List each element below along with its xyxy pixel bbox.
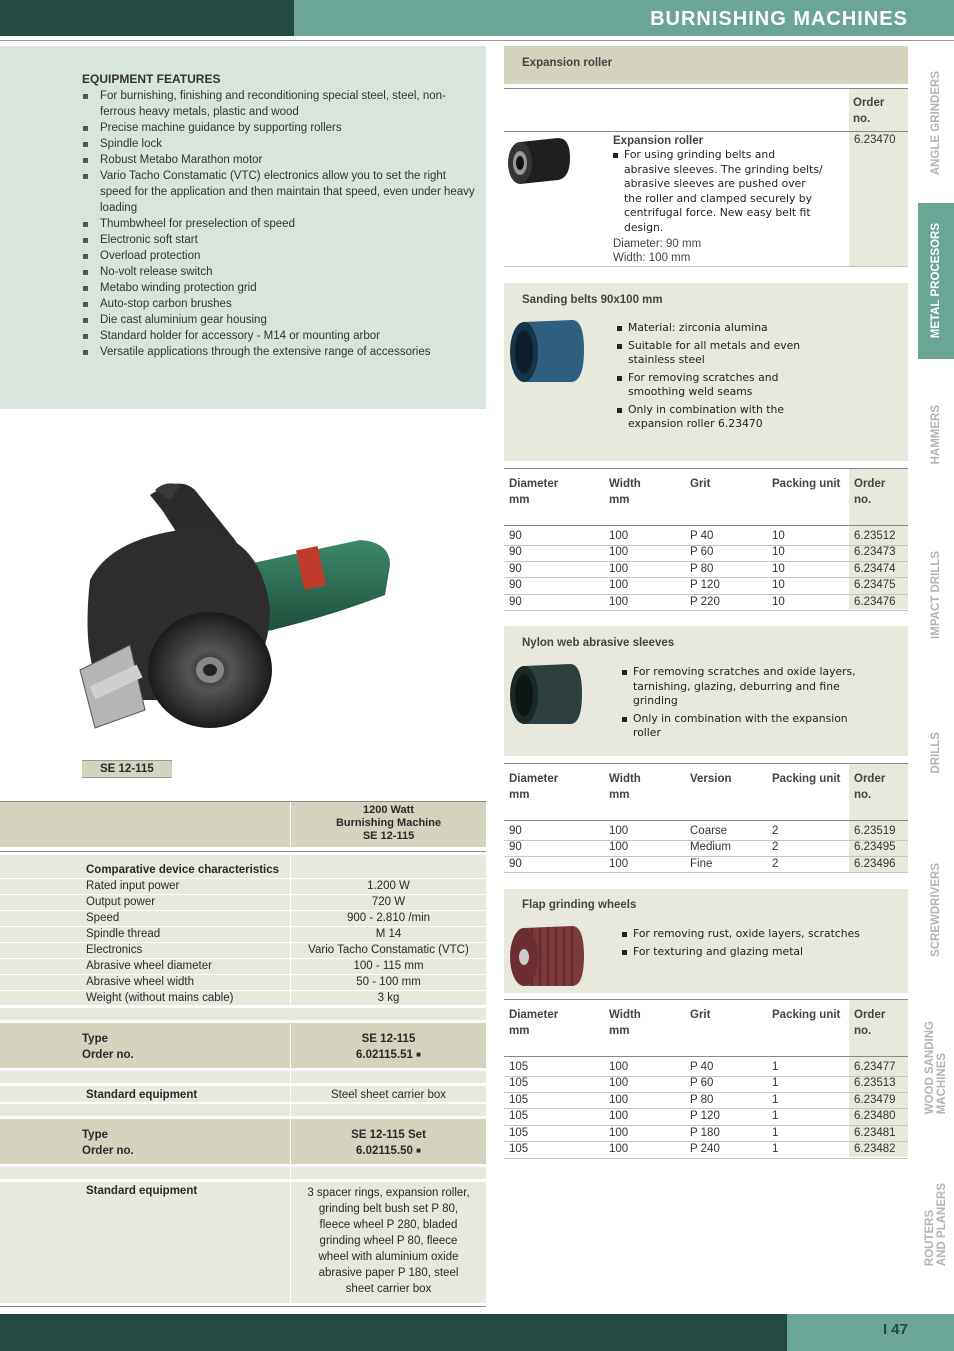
variant2-type: SE 12-115 Set	[351, 1129, 426, 1141]
list-item: For burnishing, finishing and reconditioning special steel, steel, non-ferrous heavy metals, plastic and wood	[82, 88, 477, 120]
column-header	[690, 771, 732, 787]
column-header-line: Order	[854, 478, 886, 490]
spec-rule	[0, 801, 486, 802]
table-cell: 2	[772, 825, 779, 837]
list-item: For removing scratches and smoothing weld seams	[617, 371, 817, 400]
table-cell: 6.23512	[854, 530, 896, 542]
spec-machine-name: Burnishing Machine	[335, 817, 442, 829]
list-item: For removing scratches and oxide layers, tarnishing, glazing, deburring and fine grinding	[622, 665, 862, 709]
table-cell: 10	[772, 562, 785, 575]
table-row	[504, 856, 908, 857]
table-cell: 100	[609, 857, 629, 870]
table-cell: 90	[509, 595, 522, 608]
table-row	[504, 1108, 908, 1109]
column-header	[609, 476, 641, 508]
table-cell: Coarse	[690, 825, 728, 837]
table-cell: 105	[509, 1077, 529, 1090]
column-header	[854, 1007, 885, 1039]
spec-spacer	[0, 1167, 486, 1179]
table-cell: 100	[609, 562, 629, 575]
table-cell: 6.23496	[854, 857, 896, 870]
expansion-bullets	[613, 148, 823, 235]
equipment-features-panel	[0, 46, 486, 409]
column-header-line: Packing unit	[772, 773, 841, 785]
table-cell: P 180	[690, 1126, 720, 1139]
variant2-values	[291, 1127, 486, 1159]
spec-row-line	[0, 878, 486, 879]
table-cell: 100	[609, 841, 629, 854]
table-cell: Fine	[690, 857, 713, 870]
column-header-line: Packing unit	[772, 478, 841, 490]
spec-value-wheel-diameter: 100 - 115 mm	[353, 960, 424, 972]
list-item: Robust Metabo Marathon motor	[82, 152, 477, 168]
column-header	[772, 771, 840, 787]
column-header-line: Diameter	[509, 478, 559, 490]
spec-machine-watt: 1200 Watt	[363, 804, 414, 816]
equipment-line: grinding belt bush set P 80,	[318, 1203, 459, 1215]
column-header-line: no.	[854, 494, 872, 506]
list-item: Electronic soft start	[82, 232, 477, 248]
sanding-belt-image	[508, 318, 586, 384]
column-header-line: mm	[509, 494, 530, 506]
spec-spacer	[0, 1008, 486, 1020]
column-header-line: mm	[609, 789, 630, 801]
th-order: Order	[853, 97, 885, 109]
spec-row-line	[0, 894, 486, 895]
header-divider	[0, 40, 954, 41]
side-tab-angle-grinders[interactable]: ANGLE GRINDERS	[930, 70, 942, 176]
nylon-sleeve-image	[508, 662, 584, 726]
spec-rule	[0, 1306, 486, 1307]
table-row	[504, 561, 908, 562]
features-heading: EQUIPMENT FEATURES	[82, 72, 221, 86]
equipment-line: sheet carrier box	[345, 1283, 432, 1295]
table-cell: 6.23519	[854, 825, 896, 837]
table-rule	[504, 1056, 908, 1057]
spec-row-line	[0, 990, 486, 991]
table-cell: 10	[772, 579, 785, 592]
table-cell: 105	[509, 1126, 529, 1139]
list-item: Material: zirconia alumina	[617, 321, 817, 336]
spec-spacer	[0, 1071, 486, 1083]
spec-value-output-power: 720 W	[371, 896, 406, 908]
table-row	[504, 872, 908, 873]
order-label: Order no.	[82, 1049, 134, 1061]
expansion-diameter: Diameter: 90 mm	[613, 238, 702, 250]
table-row	[504, 594, 908, 595]
column-header	[509, 1007, 558, 1039]
table-row	[504, 1141, 908, 1142]
side-tab-drills[interactable]: DRILLS	[930, 731, 942, 774]
table-cell: 100	[609, 1110, 629, 1123]
side-tab-routers[interactable]: ROUTERS AND PLANERS	[924, 1183, 948, 1267]
table-cell: 6.23495	[854, 841, 896, 854]
variant1-type: SE 12-115	[361, 1033, 416, 1045]
column-header	[609, 1007, 641, 1039]
variant1-equipment: Steel sheet carrier box	[330, 1089, 447, 1101]
list-item: Metabo winding protection grid	[82, 280, 477, 296]
table-row	[504, 610, 908, 611]
table-cell: 100	[609, 1093, 629, 1106]
spec-machine-model: SE 12-115	[362, 830, 415, 842]
table-cell: 6.23480	[854, 1110, 896, 1123]
column-header	[772, 1007, 840, 1023]
table-cell: 90	[509, 530, 522, 542]
column-header-line: Version	[690, 773, 732, 785]
table-cell: 10	[772, 546, 785, 559]
table-cell: 2	[772, 857, 779, 870]
flap-wheels-title: Flap grinding wheels	[522, 899, 637, 911]
spec-label-rated-input: Rated input power	[86, 880, 180, 892]
section-rule	[504, 999, 908, 1000]
nylon-sleeves-bullets	[622, 665, 862, 741]
footer-bar-teal	[787, 1314, 954, 1351]
side-tab-hammers[interactable]: HAMMERS	[930, 405, 942, 465]
table-cell: 90	[509, 546, 522, 559]
side-tab-wood-sanding[interactable]: WOOD SANDING MACHINES	[924, 1020, 948, 1115]
table-rule	[504, 525, 908, 526]
expansion-roller-title: Expansion roller	[522, 57, 613, 69]
table-rule	[504, 131, 908, 132]
spec-label-wheel-width: Abrasive wheel width	[86, 976, 195, 988]
column-header-line: mm	[509, 1025, 530, 1037]
spec-label-spindle: Spindle thread	[86, 928, 161, 940]
table-cell: 6.23475	[854, 579, 896, 592]
table-row	[504, 1092, 908, 1093]
side-tab-impact-drills[interactable]: IMPACT DRILLS	[930, 551, 942, 639]
equipment-line: wheel with aluminium oxide	[318, 1251, 459, 1263]
table-cell: P 80	[690, 562, 714, 575]
spec-value-rated-input: 1.200 W	[367, 880, 410, 892]
list-item: Precise machine guidance by supporting rollers	[82, 120, 477, 136]
spec-value-wheel-width: 50 - 100 mm	[356, 976, 421, 988]
table-cell: 1	[772, 1110, 779, 1123]
list-item: Auto-stop carbon brushes	[82, 296, 477, 312]
model-label: SE 12-115	[82, 760, 172, 778]
table-cell: 1	[772, 1061, 779, 1073]
table-cell: P 240	[690, 1143, 720, 1155]
list-item: No-volt release switch	[82, 264, 477, 280]
variant1-values	[291, 1031, 486, 1063]
column-header	[854, 771, 885, 803]
list-item: Versatile applications through the extensive range of accessories	[82, 344, 477, 360]
table-cell: 1	[772, 1126, 779, 1139]
nylon-sleeves-title: Nylon web abrasive sleeves	[522, 637, 675, 649]
features-list	[82, 88, 477, 360]
spec-row-line	[0, 974, 486, 975]
table-cell: 6.23477	[854, 1061, 896, 1073]
column-header-line: mm	[509, 789, 530, 801]
table-cell: 6.23473	[854, 546, 896, 559]
table-cell: 105	[509, 1093, 529, 1106]
table-cell: 2	[772, 841, 779, 854]
list-item: Overload protection	[82, 248, 477, 264]
table-cell: 100	[609, 1061, 629, 1073]
table-cell: 100	[609, 546, 629, 559]
column-header-line: Order	[854, 1009, 886, 1021]
table-row	[504, 840, 908, 841]
spec-row-line	[0, 926, 486, 927]
table-row	[504, 1125, 908, 1126]
th-no: no.	[853, 113, 871, 125]
table-cell: 6.23482	[854, 1143, 896, 1155]
spec-rule	[0, 851, 486, 852]
column-header-line: Packing unit	[772, 1009, 841, 1021]
flap-wheel-image	[508, 924, 586, 988]
table-cell: 10	[772, 595, 785, 608]
table-cell: 6.23476	[854, 595, 896, 608]
variant2-equipment	[291, 1185, 486, 1297]
table-cell: 90	[509, 562, 522, 575]
table-row	[504, 545, 908, 546]
table-row	[504, 1076, 908, 1077]
spec-section-title: Comparative device characteristics	[86, 864, 280, 876]
table-row	[504, 577, 908, 578]
column-header-line: mm	[609, 1025, 630, 1037]
list-item: For using grinding belts and abrasive sleeves. The grinding belts/ abrasive sleeves are pushed over the roller and clamped securely by centrifugal force. New easy belt fit design.	[613, 148, 823, 235]
sanding-belts-title: Sanding belts 90x100 mm	[522, 294, 663, 306]
spec-value-spindle: M 14	[375, 928, 402, 940]
table-cell: 100	[609, 1143, 629, 1155]
table-cell: P 40	[690, 530, 714, 542]
spec-row-line	[0, 910, 486, 911]
column-header-line: Order	[854, 773, 886, 785]
column-header-line: mm	[609, 494, 630, 506]
list-item: Spindle lock	[82, 136, 477, 152]
table-cell: P 60	[690, 546, 714, 559]
list-item: Vario Tacho Constamatic (VTC) electronics allow you to set the right speed for the application and then maintain that speed, even under heavy loading	[82, 168, 477, 216]
table-cell: 105	[509, 1061, 529, 1073]
burnishing-machine-image	[70, 470, 410, 730]
list-item: For removing rust, oxide layers, scratches	[622, 927, 882, 942]
column-header	[690, 1007, 710, 1023]
list-item: Only in combination with the expansion roller 6.23470	[617, 403, 817, 432]
table-cell: P 40	[690, 1061, 714, 1073]
column-header-line: Diameter	[509, 1009, 559, 1021]
table-cell: 100	[609, 530, 629, 542]
table-cell: P 60	[690, 1077, 714, 1090]
flap-wheels-bullets	[622, 927, 882, 959]
spec-label-speed: Speed	[86, 912, 120, 924]
table-cell: P 120	[690, 1110, 720, 1123]
equipment-line: grinding wheel P 80, fleece	[319, 1235, 458, 1247]
column-header	[690, 476, 710, 492]
column-header-line: Grit	[690, 478, 711, 490]
spec-label-output-power: Output power	[86, 896, 156, 908]
square-icon: ■	[416, 1146, 421, 1155]
table-cell: P 220	[690, 595, 720, 608]
equipment-line: fleece wheel P 280, bladed	[319, 1219, 458, 1231]
column-header	[854, 476, 885, 508]
list-item: Thumbwheel for preselection of speed	[82, 216, 477, 232]
spec-label-wheel-diameter: Abrasive wheel diameter	[86, 960, 212, 972]
table-cell: 100	[609, 825, 629, 837]
list-item: For texturing and glazing metal	[622, 945, 882, 960]
spec-label-weight: Weight (without mains cable)	[86, 992, 234, 1004]
column-header-line: no.	[854, 789, 872, 801]
spec-value-weight: 3 kg	[377, 992, 400, 1004]
table-cell: 100	[609, 1077, 629, 1090]
table-cell: 6.23481	[854, 1126, 896, 1139]
table-cell: 90	[509, 857, 522, 870]
list-item: Die cast aluminium gear housing	[82, 312, 477, 328]
side-tab-metal-processors[interactable]: METAL PROCESORS	[918, 203, 954, 359]
variant1-labels	[82, 1031, 134, 1063]
type-label: Type	[82, 1129, 108, 1141]
column-header	[509, 771, 558, 803]
column-header-line: Width	[609, 773, 641, 785]
list-item: Standard holder for accessory - M14 or mounting arbor	[82, 328, 477, 344]
table-cell: P 80	[690, 1093, 714, 1106]
list-item: Only in combination with the expansion roller	[622, 712, 862, 741]
table-cell: 6.23513	[854, 1077, 896, 1090]
table-cell: 100	[609, 1126, 629, 1139]
spec-label-electronics: Electronics	[86, 944, 143, 956]
expansion-roller-image	[506, 136, 572, 188]
spec-value-speed: 900 - 2.810 /min	[346, 912, 431, 924]
equipment-line: 3 spacer rings, expansion roller,	[307, 1187, 470, 1199]
table-cell: 100	[609, 595, 629, 608]
type-label: Type	[82, 1033, 108, 1045]
variant1-std-label: Standard equipment	[86, 1089, 198, 1101]
table-row	[504, 1158, 908, 1159]
page-number: I 47	[882, 1321, 908, 1338]
table-cell: 100	[609, 579, 629, 592]
section-rule	[504, 88, 908, 89]
spec-value-electronics: Vario Tacho Constamatic (VTC)	[308, 944, 469, 956]
spec-row-line	[0, 942, 486, 943]
table-cell: 105	[509, 1143, 529, 1155]
table-cell: P 120	[690, 579, 720, 592]
column-header-line: Width	[609, 478, 641, 490]
variant2-labels	[82, 1127, 134, 1159]
column-header	[772, 476, 840, 492]
table-rule	[504, 266, 908, 267]
table-cell: 1	[772, 1093, 779, 1106]
table-cell: 90	[509, 579, 522, 592]
page-title: BURNISHING MACHINES	[650, 8, 908, 30]
table-cell: 105	[509, 1110, 529, 1123]
equipment-line: abrasive paper P 180, steel	[318, 1267, 459, 1279]
column-header	[509, 476, 558, 508]
table-cell: 90	[509, 825, 522, 837]
side-tab-screwdrivers[interactable]: SCREWDRIVERS	[930, 863, 942, 957]
column-header-line: Diameter	[509, 773, 559, 785]
spec-machine-header	[291, 804, 486, 843]
spec-spacer	[0, 1104, 486, 1116]
column-header-line: no.	[854, 1025, 872, 1037]
spec-row-line	[0, 958, 486, 959]
list-item: Suitable for all metals and even stainless steel	[617, 339, 817, 368]
column-header	[609, 771, 641, 803]
column-header-line: Grit	[690, 1009, 711, 1021]
expansion-order-no: 6.23470	[854, 134, 896, 146]
expansion-item-title: Expansion roller	[613, 135, 704, 147]
table-rule	[504, 820, 908, 821]
column-header-line: Width	[609, 1009, 641, 1021]
variant2-order: 6.02115.50	[356, 1145, 413, 1157]
variant2-std-label: Standard equipment	[86, 1185, 198, 1197]
table-cell: 6.23474	[854, 562, 896, 575]
table-cell: 90	[509, 841, 522, 854]
variant1-order: 6.02115.51	[356, 1049, 413, 1061]
sanding-belts-bullets	[617, 321, 817, 432]
expansion-order-header	[853, 95, 884, 127]
header-bar-dark	[0, 0, 294, 36]
table-cell: 6.23479	[854, 1093, 896, 1106]
section-rule	[504, 468, 908, 469]
order-label: Order no.	[82, 1145, 134, 1157]
section-rule	[504, 763, 908, 764]
table-cell: 1	[772, 1143, 779, 1155]
square-icon: ■	[416, 1050, 421, 1059]
expansion-width: Width: 100 mm	[613, 252, 691, 264]
footer-bar-dark	[0, 1314, 787, 1351]
table-cell: 1	[772, 1077, 779, 1090]
table-cell: 10	[772, 530, 785, 542]
table-cell: Medium	[690, 841, 731, 854]
